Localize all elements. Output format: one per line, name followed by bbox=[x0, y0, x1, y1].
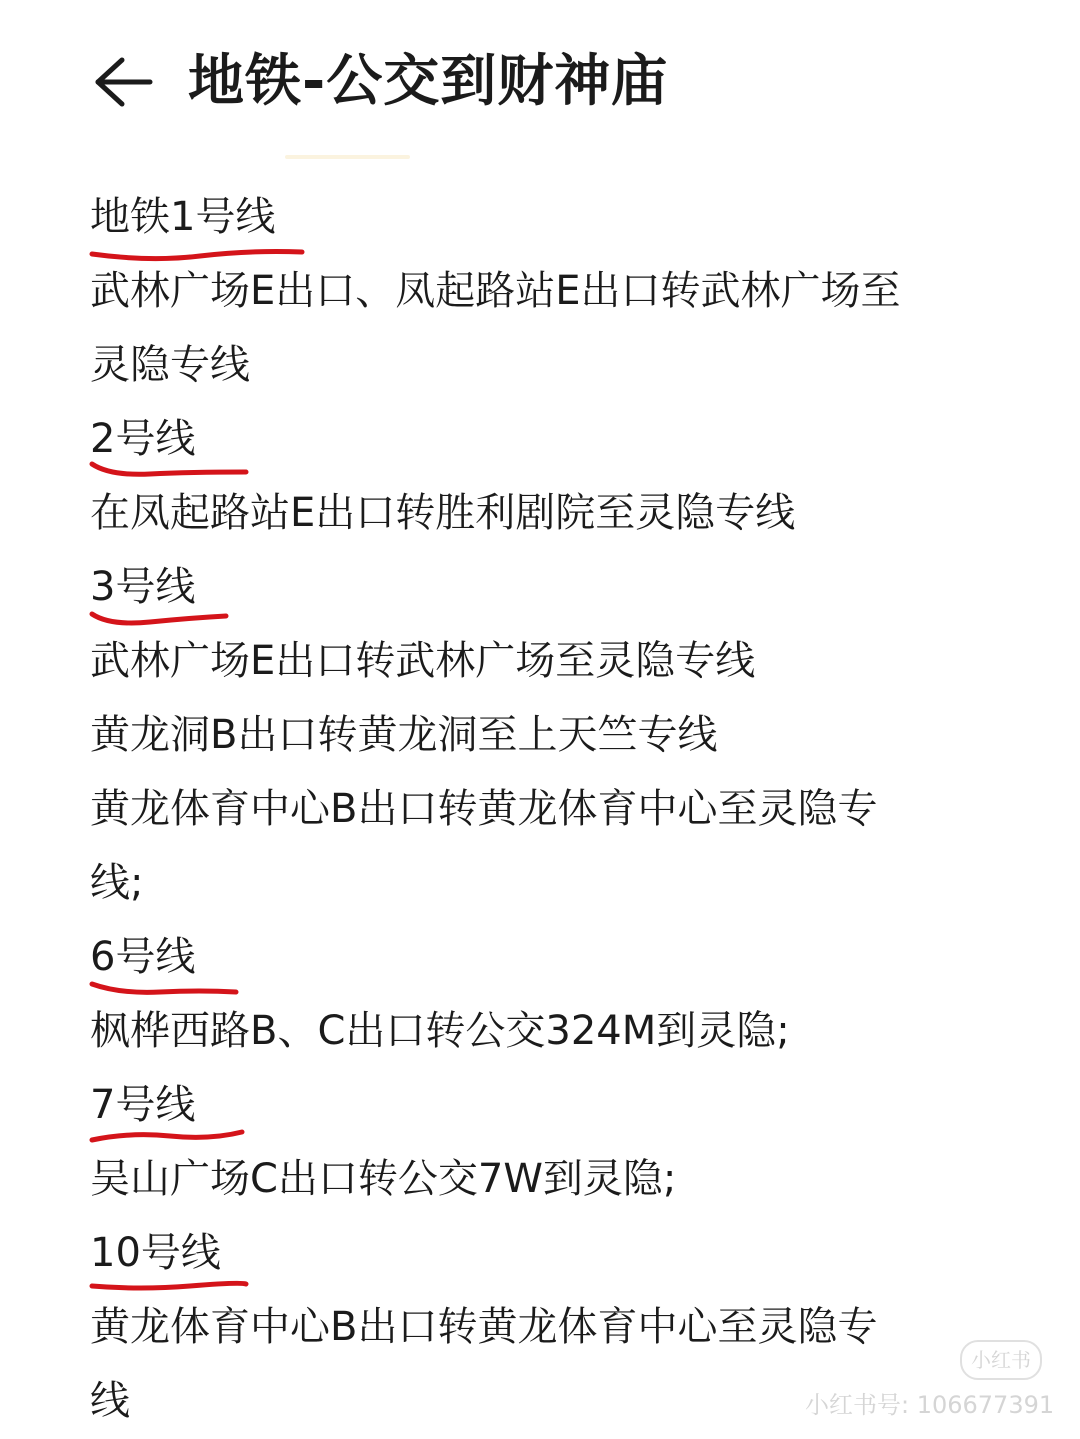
route-text: 线; bbox=[90, 860, 144, 906]
section-heading bbox=[90, 1068, 1010, 1142]
route-text: 黄龙体育中心B出口转黄龙体育中心至灵隐专 bbox=[90, 1304, 878, 1350]
route-text: 武林广场E出口、凤起路站E出口转武林广场至 bbox=[90, 268, 901, 314]
section-heading bbox=[90, 402, 1010, 476]
line-title: 7号线 bbox=[90, 1082, 196, 1128]
route-text: 黄龙体育中心B出口转黄龙体育中心至灵隐专 bbox=[90, 786, 878, 832]
watermark-id: 小红书号: 106677391 bbox=[805, 1391, 1055, 1419]
route-text: 枫桦西路B、C出口转公交324M到灵隐; bbox=[90, 1008, 790, 1054]
header-divider bbox=[285, 155, 410, 159]
route-text: 灵隐专线 bbox=[90, 342, 250, 388]
section-heading bbox=[90, 180, 1010, 254]
section-heading bbox=[90, 1216, 1010, 1290]
route-text: 线 bbox=[90, 1378, 130, 1424]
arrow-left-icon bbox=[88, 52, 158, 112]
route-text: 吴山广场C出口转公交7W到灵隐; bbox=[90, 1156, 677, 1202]
section-heading bbox=[90, 920, 1010, 994]
line-title: 3号线 bbox=[90, 564, 196, 610]
route-text: 武林广场E出口转武林广场至灵隐专线 bbox=[90, 638, 756, 684]
line-title: 6号线 bbox=[90, 934, 196, 980]
section-heading bbox=[90, 550, 1010, 624]
route-text: 在凤起路站E出口转胜利剧院至灵隐专线 bbox=[90, 490, 796, 536]
article-body bbox=[90, 180, 1010, 1438]
line-title: 2号线 bbox=[90, 416, 196, 462]
watermark-logo: 小红书 bbox=[960, 1340, 1042, 1380]
page-title: 地铁-公交到财神庙 bbox=[188, 49, 669, 114]
back-button[interactable] bbox=[88, 52, 158, 112]
top-bar bbox=[0, 0, 1080, 150]
route-text: 黄龙洞B出口转黄龙洞至上天竺专线 bbox=[90, 712, 718, 758]
line-title: 地铁1号线 bbox=[90, 194, 276, 240]
line-title: 10号线 bbox=[90, 1230, 221, 1276]
